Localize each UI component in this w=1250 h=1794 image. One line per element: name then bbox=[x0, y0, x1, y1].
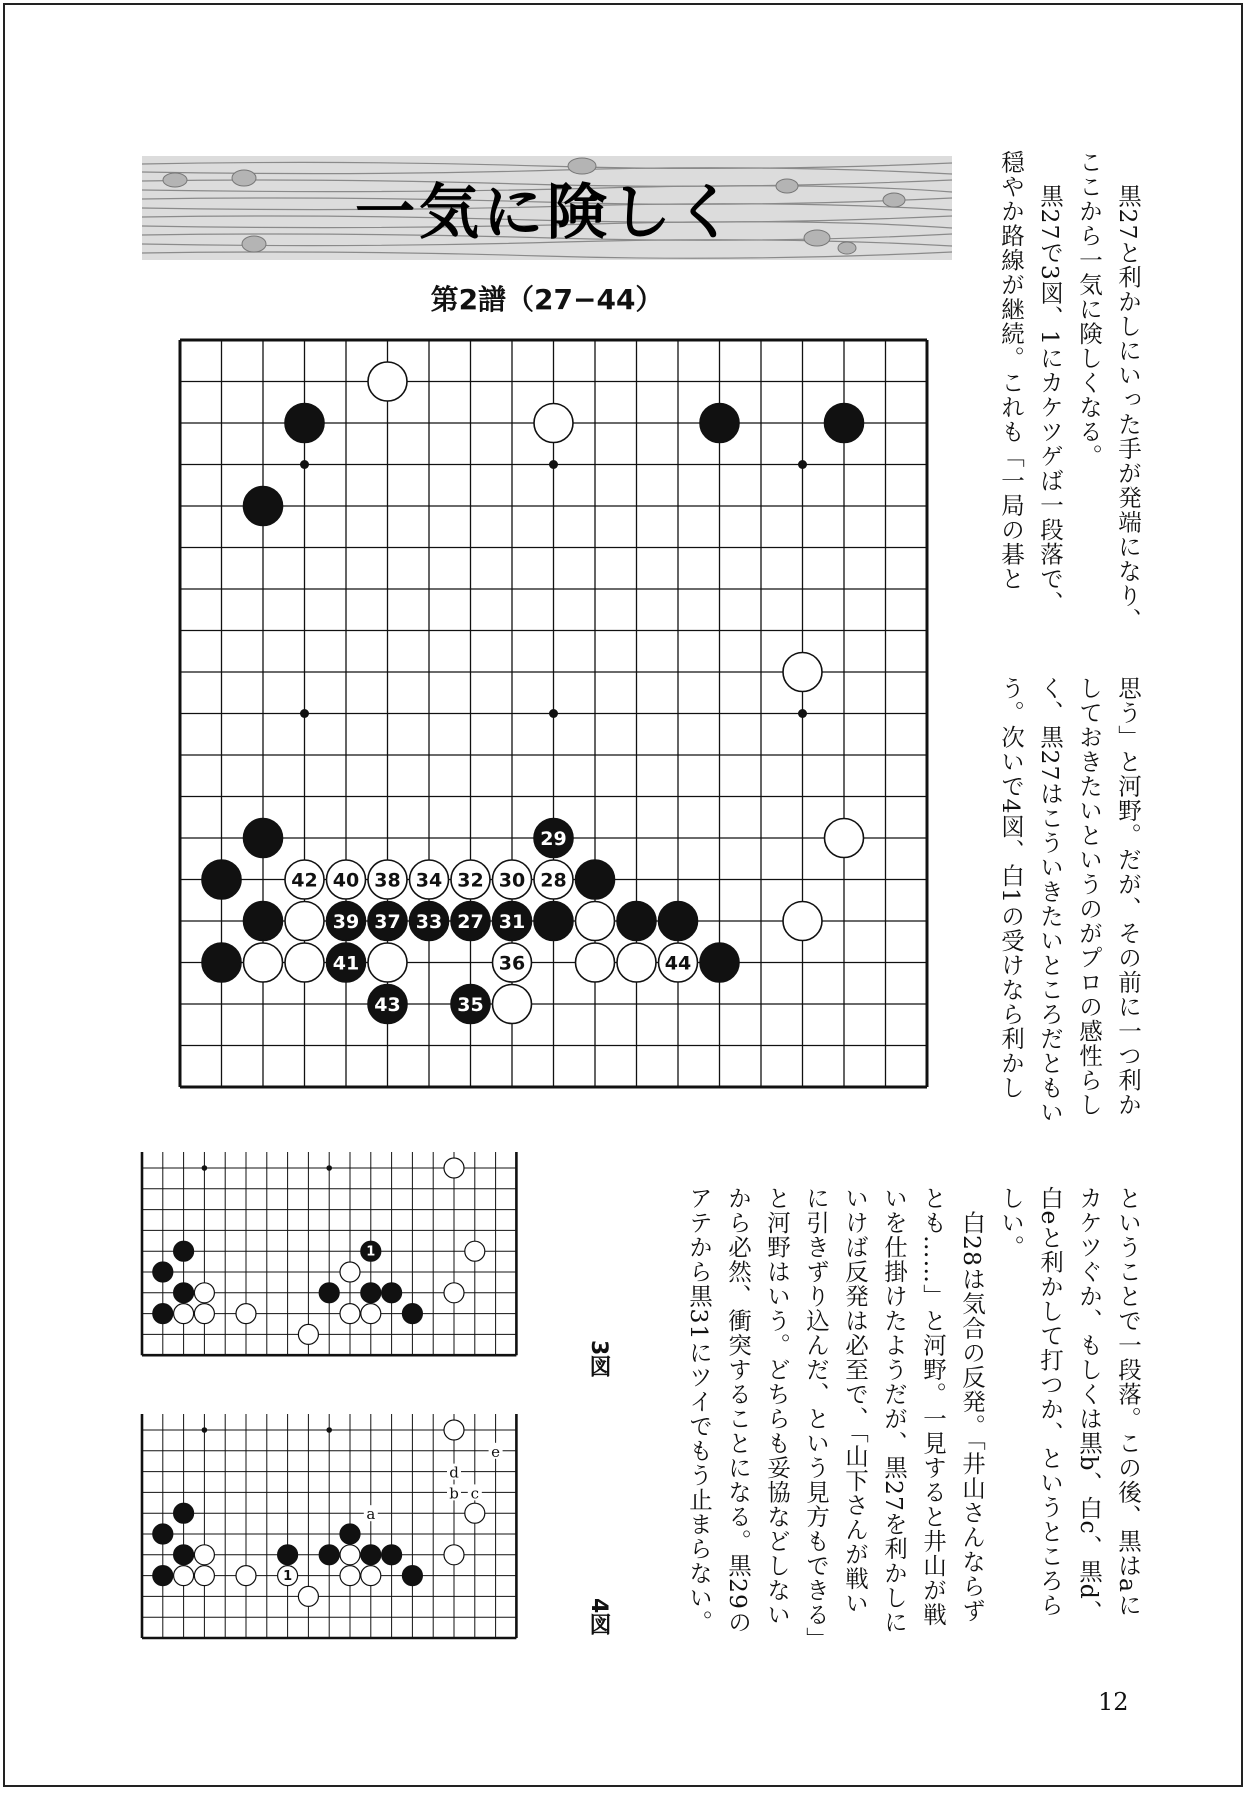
white-stone bbox=[825, 819, 864, 858]
move-number: 29 bbox=[540, 828, 567, 850]
black-stone bbox=[202, 860, 241, 899]
white-stone bbox=[194, 1566, 214, 1586]
body-text-column: 穏やか路線が継続。これも「一局の碁と bbox=[997, 150, 1025, 591]
black-stone bbox=[534, 902, 573, 941]
body-text-column: 黒27で3図、1にカケツゲば一段落で、 bbox=[1036, 184, 1064, 616]
white-stone bbox=[174, 1566, 194, 1586]
black-stone bbox=[174, 1545, 194, 1565]
white-stone bbox=[465, 1241, 485, 1261]
body-text-column: く、黒27はこういきたいところだともい bbox=[1036, 676, 1064, 1125]
black-stone bbox=[174, 1283, 194, 1303]
move-number: 28 bbox=[540, 869, 567, 892]
body-text-column: しい。 bbox=[997, 1186, 1025, 1260]
white-stone bbox=[194, 1283, 214, 1303]
white-stone bbox=[444, 1283, 464, 1303]
white-stone bbox=[174, 1304, 194, 1324]
hoshi-point bbox=[202, 1427, 208, 1433]
white-stone bbox=[783, 902, 822, 941]
hoshi-point bbox=[798, 709, 807, 718]
figure-4-board bbox=[136, 1412, 576, 1652]
white-stone bbox=[194, 1304, 214, 1324]
letter-mark: d bbox=[449, 1463, 459, 1482]
white-stone bbox=[783, 653, 822, 692]
white-stone bbox=[298, 1586, 318, 1606]
main-go-board bbox=[176, 336, 946, 1096]
figure-3-board bbox=[136, 1150, 576, 1372]
white-stone bbox=[361, 1304, 381, 1324]
black-stone bbox=[825, 404, 864, 443]
black-stone bbox=[319, 1283, 339, 1303]
move-number: 36 bbox=[498, 952, 526, 975]
move-number: 27 bbox=[457, 911, 484, 933]
body-text-column: いを仕掛けたようだが、黒27を利かしに bbox=[880, 1186, 908, 1635]
move-number: 1 bbox=[283, 1569, 293, 1585]
black-stone bbox=[700, 404, 739, 443]
hoshi-point bbox=[300, 709, 309, 718]
letter-mark: b bbox=[449, 1484, 459, 1503]
move-number: 31 bbox=[498, 911, 526, 933]
white-stone bbox=[444, 1420, 464, 1440]
body-text-column: と河野はいう。どちらも妥協などしない bbox=[763, 1186, 791, 1627]
white-stone bbox=[340, 1304, 360, 1324]
hoshi-point bbox=[549, 709, 558, 718]
move-number: 41 bbox=[332, 952, 360, 975]
body-text-column: アテから黒31にツイでもう止まらない。 bbox=[685, 1186, 713, 1635]
black-stone bbox=[402, 1566, 422, 1586]
hoshi-point bbox=[798, 460, 807, 469]
body-text-column: ここから一気に険しくなる。 bbox=[1075, 150, 1103, 469]
white-stone bbox=[285, 902, 324, 941]
body-text-column: しておきたいというのがプロの感性らし bbox=[1075, 676, 1103, 1117]
black-stone bbox=[153, 1262, 173, 1282]
black-stone bbox=[153, 1566, 173, 1586]
body-text-column: とも……」と河野。一見すると井山が戦 bbox=[919, 1186, 947, 1627]
black-stone bbox=[202, 943, 241, 982]
black-stone bbox=[285, 404, 324, 443]
white-stone bbox=[340, 1566, 360, 1586]
black-stone bbox=[361, 1545, 381, 1565]
white-stone bbox=[368, 362, 407, 401]
black-stone bbox=[278, 1545, 298, 1565]
black-stone bbox=[244, 487, 283, 526]
black-stone bbox=[244, 819, 283, 858]
black-stone bbox=[340, 1524, 360, 1544]
white-stone bbox=[576, 943, 615, 982]
figure-3-label: 3図 bbox=[586, 1340, 611, 1378]
body-text-column: 思う」と河野。だが、その前に一つ利か bbox=[1114, 676, 1142, 1117]
white-stone bbox=[444, 1545, 464, 1565]
white-stone bbox=[236, 1304, 256, 1324]
white-stone bbox=[298, 1324, 318, 1344]
move-number: 37 bbox=[374, 911, 401, 933]
page-number: 12 bbox=[1098, 1688, 1129, 1716]
letter-mark: e bbox=[491, 1442, 501, 1461]
white-stone bbox=[368, 943, 407, 982]
move-number: 1 bbox=[366, 1244, 376, 1260]
black-stone bbox=[361, 1283, 381, 1303]
white-stone bbox=[340, 1262, 360, 1282]
move-number: 33 bbox=[415, 911, 443, 933]
letter-mark: c bbox=[470, 1484, 480, 1503]
body-text-column: カケツぐか、もしくは黒b、白c、黒d、 bbox=[1075, 1186, 1103, 1625]
move-number: 34 bbox=[415, 869, 443, 892]
body-text-column: いけば反発は必至で、「山下さんが戦い bbox=[841, 1186, 869, 1616]
black-stone bbox=[174, 1503, 194, 1523]
title-banner bbox=[142, 156, 952, 260]
white-stone bbox=[340, 1545, 360, 1565]
kifu-subtitle: 第2譜（27−44） bbox=[430, 283, 664, 316]
white-stone bbox=[493, 985, 532, 1024]
body-text-column: ということで一段落。この後、黒はaに bbox=[1114, 1186, 1142, 1618]
body-text-column: 白eと利かして打つか、というところら bbox=[1036, 1186, 1064, 1618]
white-stone bbox=[244, 943, 283, 982]
black-stone bbox=[576, 860, 615, 899]
black-stone bbox=[153, 1524, 173, 1544]
white-stone bbox=[285, 943, 324, 982]
white-stone bbox=[361, 1566, 381, 1586]
black-stone bbox=[382, 1545, 402, 1565]
black-stone bbox=[382, 1283, 402, 1303]
body-text-column: う。次いで4図、白1の受けなら利かし bbox=[997, 676, 1025, 1100]
move-number: 35 bbox=[457, 994, 484, 1016]
hoshi-point bbox=[300, 460, 309, 469]
page-title: 一気に険しく bbox=[355, 178, 739, 248]
body-text-column: から必然、衝突することになる。黒29の bbox=[724, 1186, 752, 1635]
move-number: 32 bbox=[457, 869, 484, 892]
body-text-column: に引きずり込んだ、という見方もできる」 bbox=[802, 1186, 830, 1652]
black-stone bbox=[617, 902, 656, 941]
black-stone bbox=[402, 1304, 422, 1324]
hoshi-point bbox=[202, 1165, 208, 1171]
move-number: 38 bbox=[374, 869, 401, 892]
move-number: 44 bbox=[664, 952, 692, 975]
move-number: 43 bbox=[374, 994, 401, 1016]
hoshi-point bbox=[326, 1165, 332, 1171]
black-stone bbox=[319, 1545, 339, 1565]
white-stone bbox=[465, 1503, 485, 1523]
black-stone bbox=[153, 1304, 173, 1324]
move-number: 30 bbox=[498, 869, 526, 892]
black-stone bbox=[659, 902, 698, 941]
figure-4-label: 4図 bbox=[586, 1598, 611, 1636]
white-stone bbox=[576, 902, 615, 941]
move-number: 40 bbox=[332, 869, 360, 892]
move-number: 39 bbox=[332, 911, 360, 933]
white-stone bbox=[194, 1545, 214, 1565]
black-stone bbox=[244, 902, 283, 941]
white-stone bbox=[236, 1566, 256, 1586]
hoshi-point bbox=[549, 460, 558, 469]
letter-mark: a bbox=[366, 1505, 376, 1524]
black-stone bbox=[174, 1241, 194, 1261]
move-number: 42 bbox=[291, 869, 318, 892]
black-stone bbox=[700, 943, 739, 982]
white-stone bbox=[617, 943, 656, 982]
body-text-column: 白28は気合の反発。「井山さんならず bbox=[958, 1186, 986, 1623]
white-stone bbox=[444, 1158, 464, 1178]
white-stone bbox=[534, 404, 573, 443]
hoshi-point bbox=[326, 1427, 332, 1433]
body-text-column: 黒27と利かしにいった手が発端になり、 bbox=[1114, 184, 1142, 633]
